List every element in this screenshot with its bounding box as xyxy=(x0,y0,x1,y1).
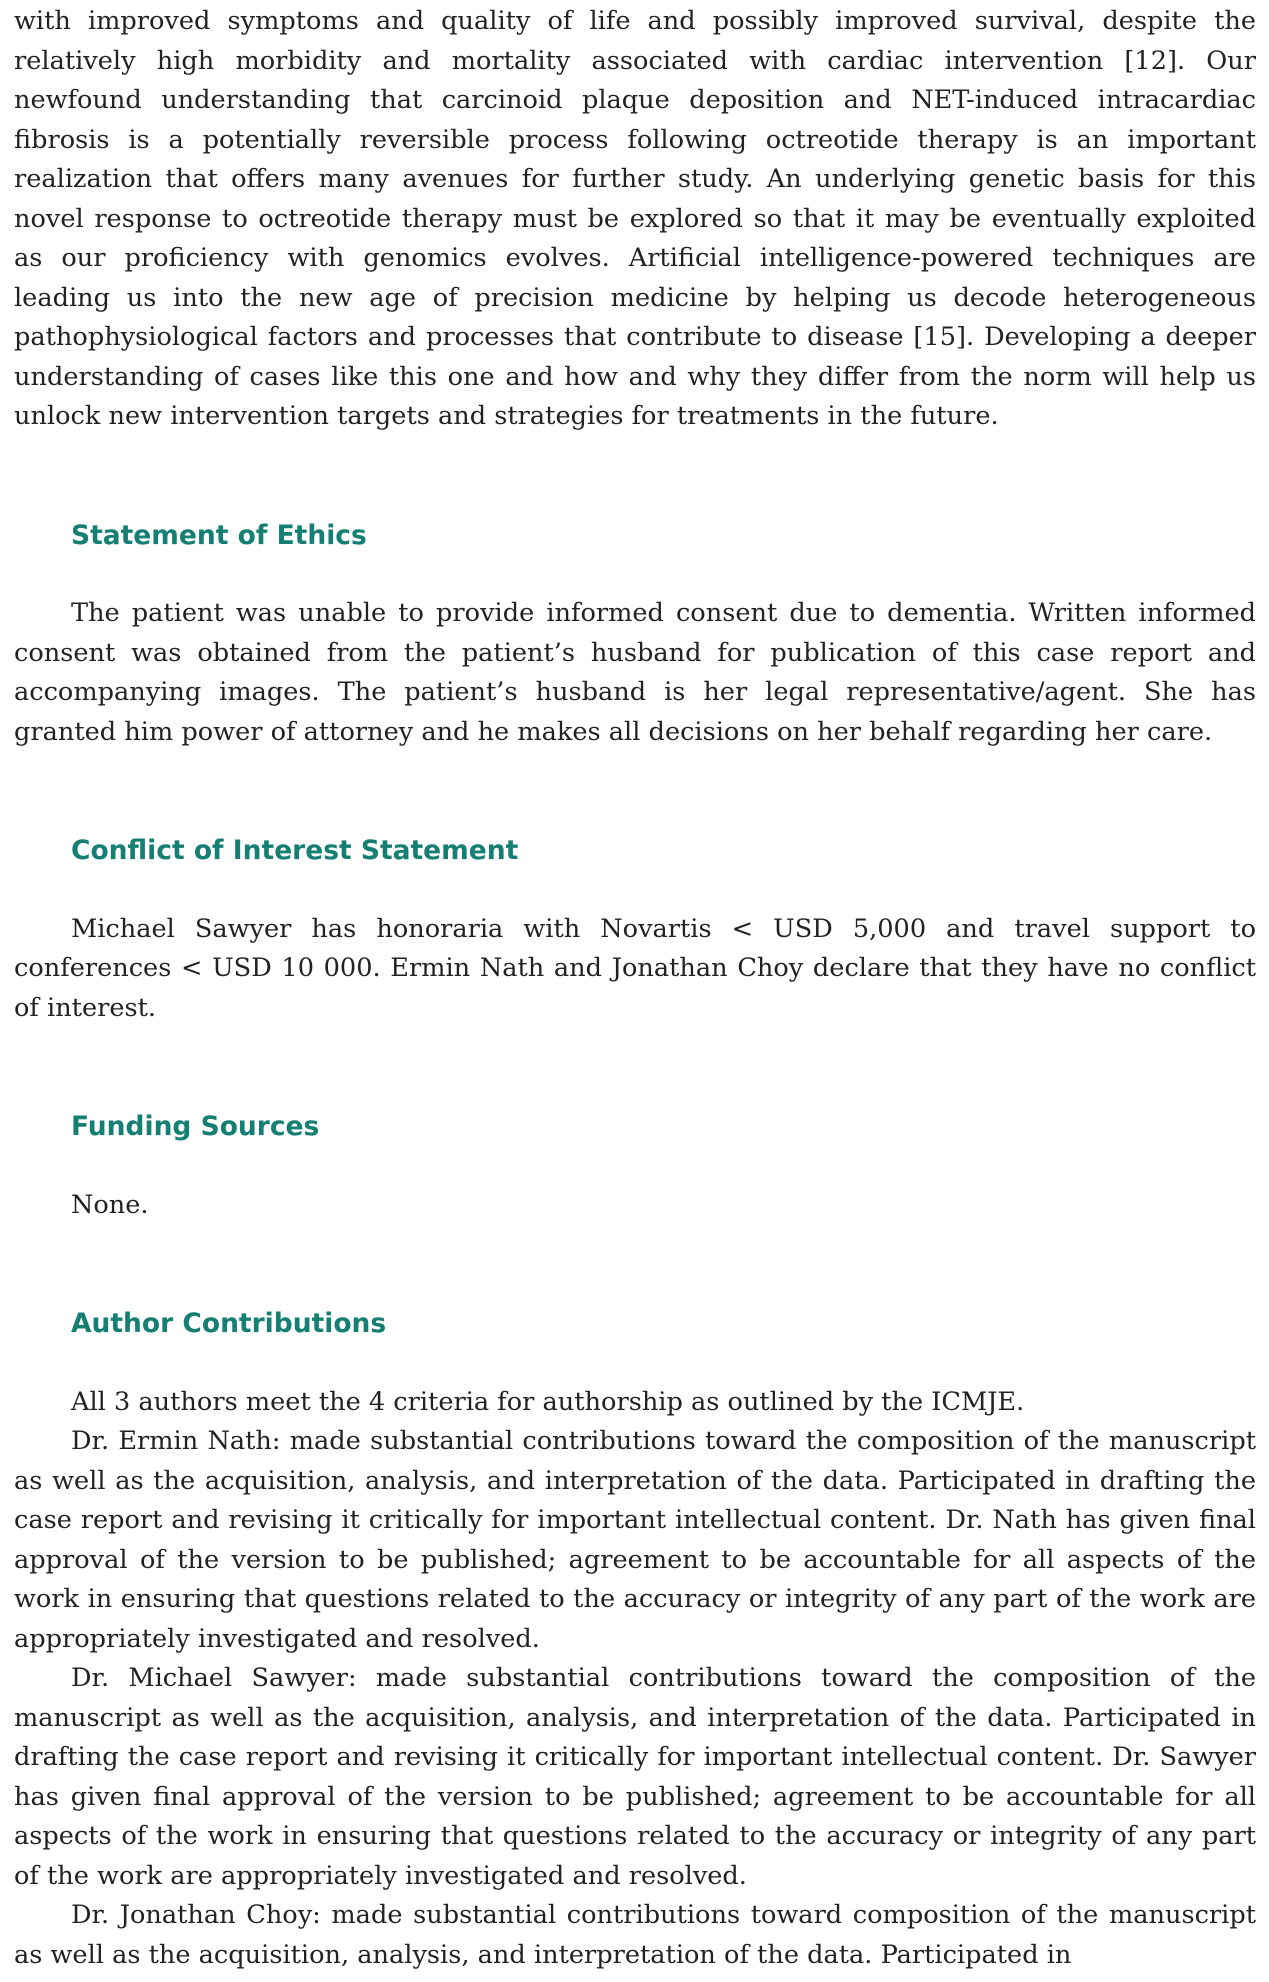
author-choy-paragraph: Dr. Jonathan Choy: made substantial contributions toward composition of the manuscript as well as the acquisition, analysis, and interpretation of the data. Participated in xyxy=(14,1900,1256,1970)
ethics-paragraph: The patient was unable to provide informed consent due to dementia. Written informed consent was obtained from the patient’s husband for publication of this case report and accompanying images. The patient’s husband is her legal representative/agent. She has granted him power of attorney and he makes all decisions on her behalf regarding her care. xyxy=(14,598,1256,747)
ethics-heading: Statement of Ethics xyxy=(71,519,367,551)
conflict-of-interest-heading: Conflict of Interest Statement xyxy=(71,835,519,866)
article-page xyxy=(14,0,1256,1975)
author-nath-paragraph: Dr. Ermin Nath: made substantial contributions toward the composition of the manuscript as well as the acquisition, analysis, and interpretation of the data. Participated in drafting the case report and revising it critically for important intellectual content. Dr. Nath has given final approval of the version to be published; agreement to be accountable for all aspects of the work in ensuring that questions related to the accuracy or integrity of any part of the work are appropriately investigated and resolved. xyxy=(14,1426,1256,1654)
funding-paragraph: None. xyxy=(71,1189,149,1220)
author-sawyer-paragraph: Dr. Michael Sawyer: made substantial contributions toward the composition of the manuscript as well as the acquisition, analysis, and interpretation of the data. Participated in drafting the case report and revising it critically for important intellectual content. Dr. Sawyer has given final approval of the version to be published; agreement to be accountable for all aspects of the work in ensuring that questions related to the accuracy or integrity of any part of the work are appropriately investigated and resolved. xyxy=(14,1663,1256,1891)
conflict-of-interest-paragraph: Michael Sawyer has honoraria with Novartis < USD 5,000 and travel support to conferences < USD 10 000. Ermin Nath and Jonathan Choy declare that they have no conflict of interest. xyxy=(14,913,1256,1023)
funding-heading: Funding Sources xyxy=(71,1111,320,1142)
author-contributions-heading: Author Contributions xyxy=(71,1308,387,1339)
author-criteria-paragraph: All 3 authors meet the 4 criteria for authorship as outlined by the ICMJE. xyxy=(71,1386,1025,1417)
discussion-paragraph: with improved symptoms and quality of life and possibly improved survival, despite the relatively high morbidity and mortality associated with cardiac intervention [12]. Our newfound understanding that carcinoid plaque deposition and NET-induced intracardiac fibrosis is a potentially reversible process following octreotide therapy is an important realization that offers many avenues for further study. An underlying genetic basis for this novel response to octreotide therapy must be explored so that it may be eventually exploited as our proficiency with genomics evolves. Artificial intelligence-powered techniques are leading us into the new age of precision medicine by helping us decode heterogeneous pathophysiological factors and processes that contribute to disease [15]. Developing a deeper understanding of cases like this one and how and why they differ from the norm will help us unlock new intervention targets and strategies for treatments in the future. xyxy=(14,6,1256,431)
